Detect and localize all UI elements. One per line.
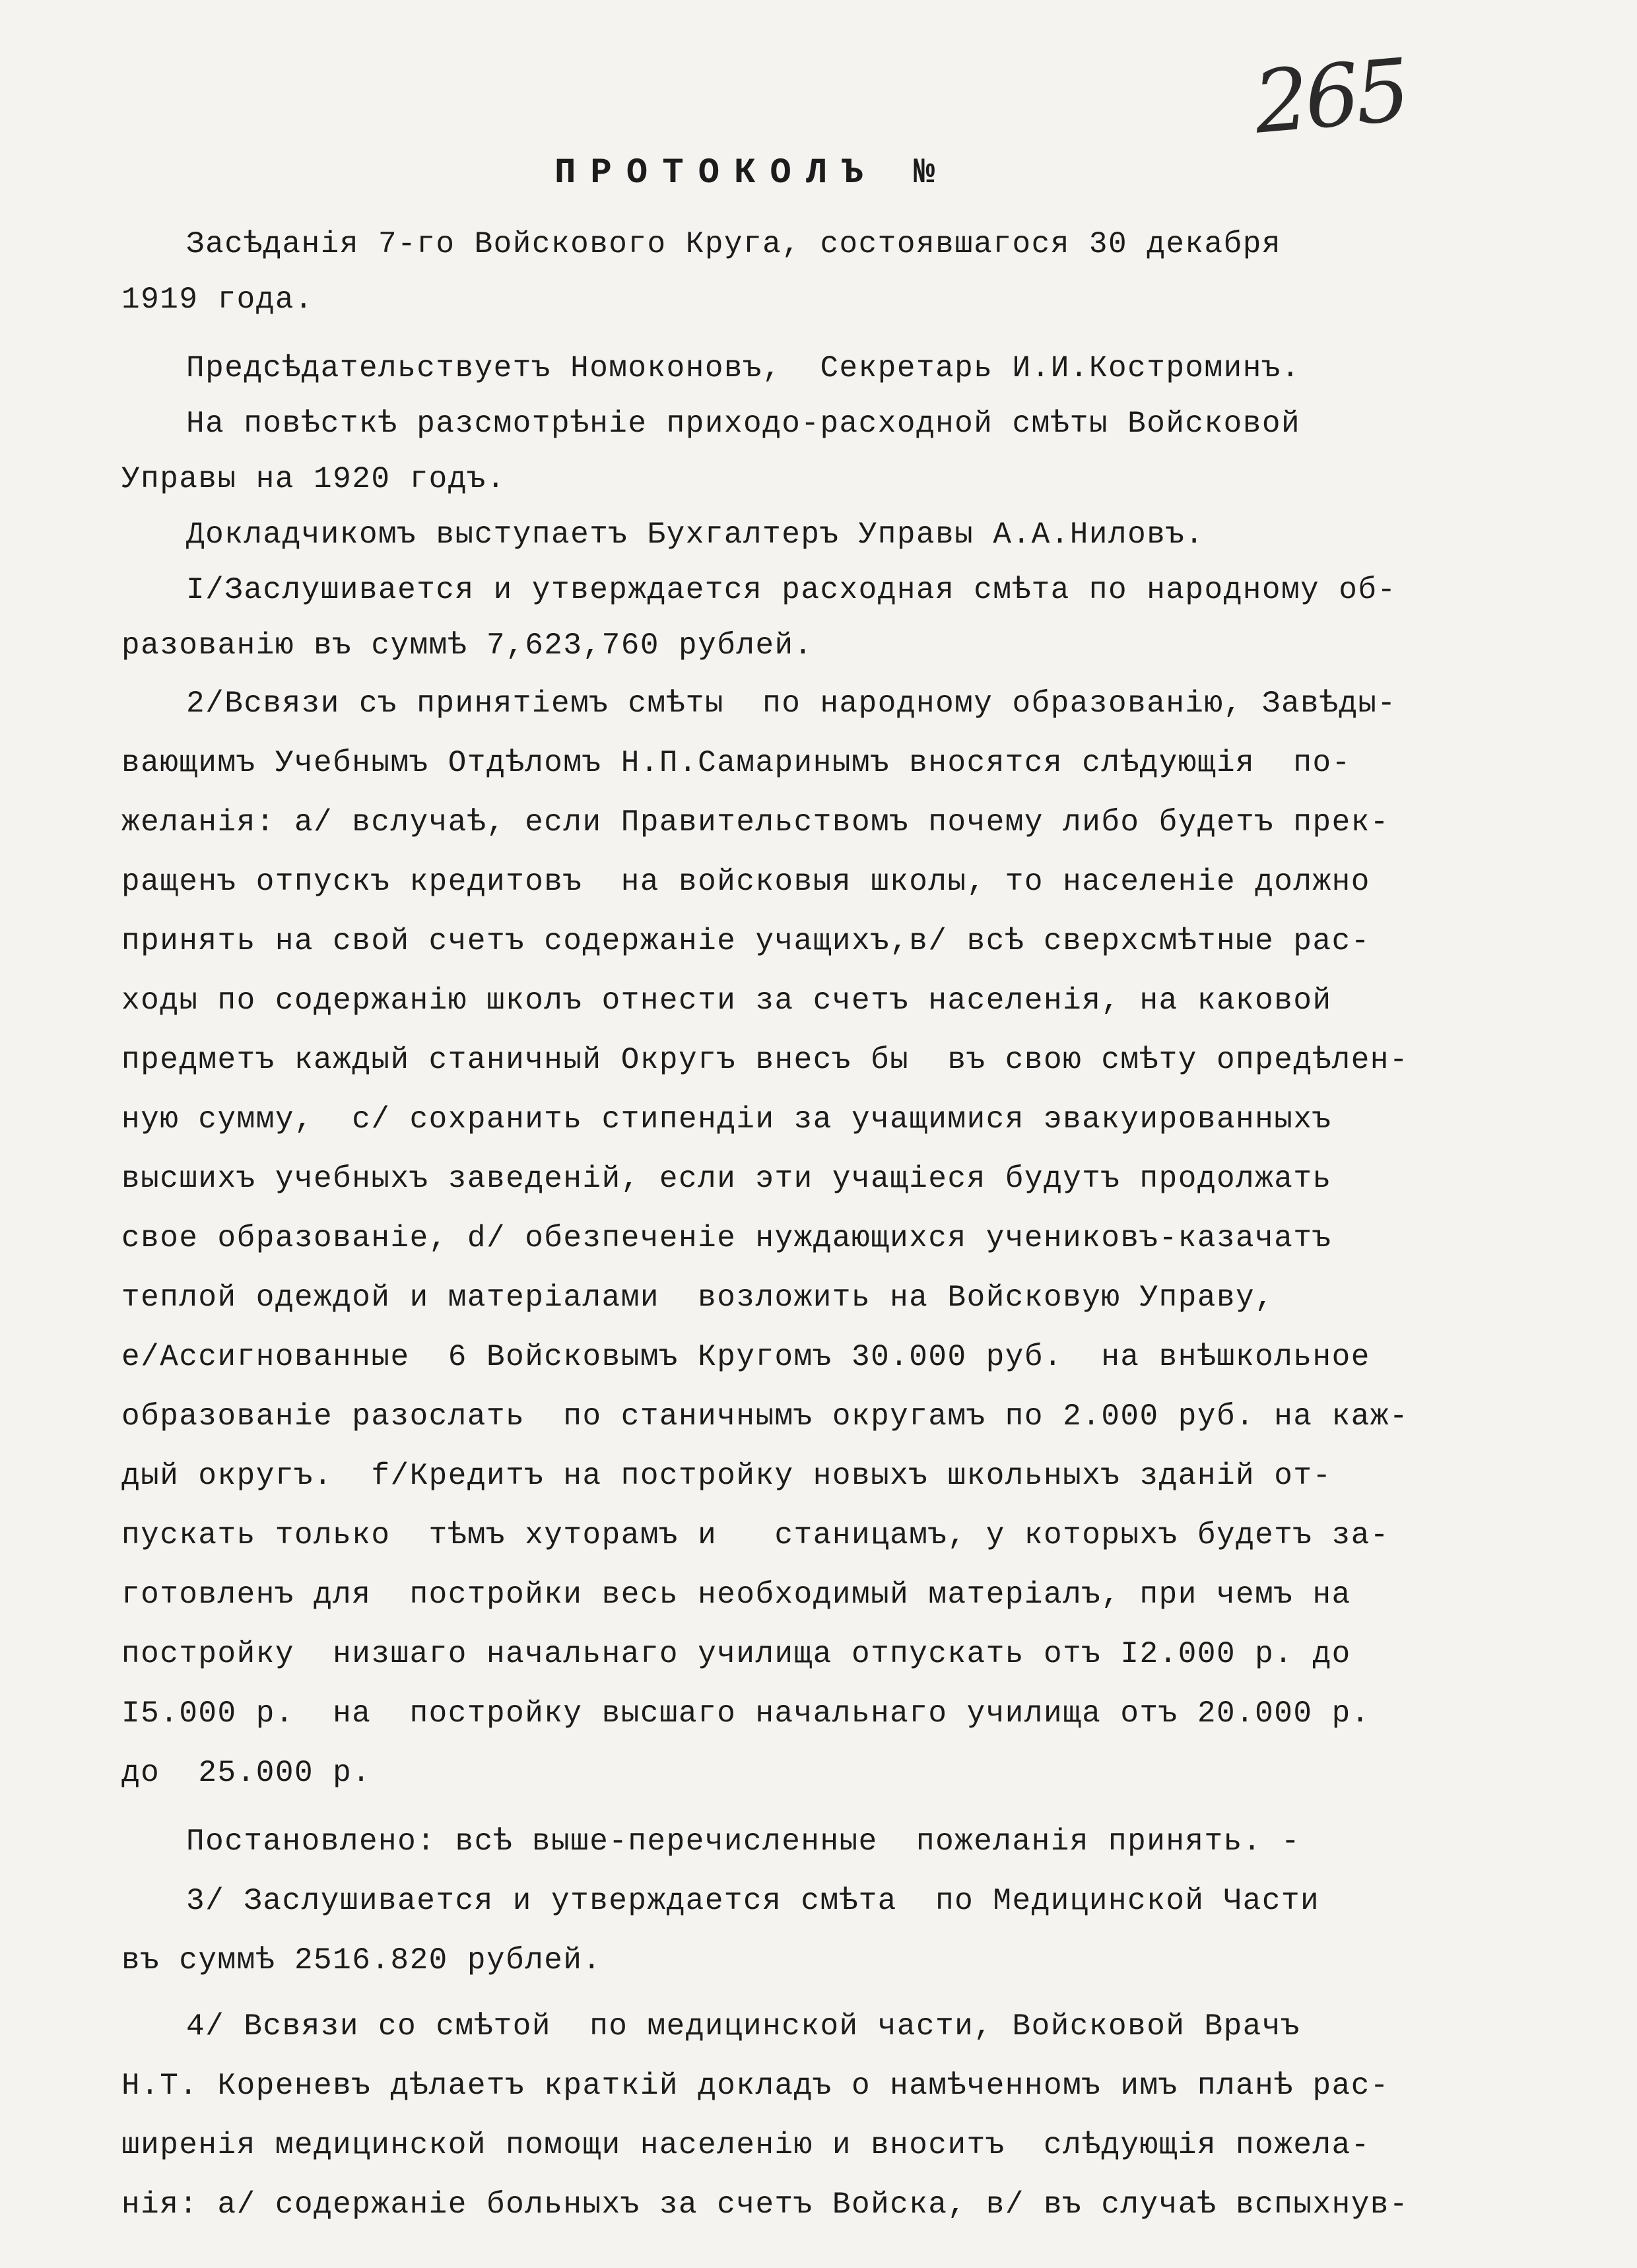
text-line: I5.000 р. на постройку высшаго начальнаго училища отъ 20.000 р. [121,1696,1370,1731]
text-line: На повѣсткѣ разсмотрѣніе приходо-расходной смѣты Войсковой [186,407,1301,441]
handwritten-page-number: 265 [1250,40,1411,153]
text-line: 1919 года. [121,283,314,317]
text-line: 3/ Заслушивается и утверждается смѣта по Медицинской Части [186,1884,1320,1918]
text-line: Засѣданія 7-го Войскового Круга, состоявшагося 30 декабря [186,227,1281,261]
text-line: свое образованіе, d/ обезпеченіе нуждающихся учениковъ-казачатъ [121,1221,1332,1255]
text-line: Постановлено: всѣ выше-перечисленные пожеланія принять. - [186,1824,1301,1859]
text-line: I/Заслушивается и утверждается расходная смѣта по народному об- [186,573,1397,607]
text-line: 2/Всвязи съ принятіемъ смѣты по народному образованію, Завѣды- [186,686,1397,721]
text-line: высшихъ учебныхъ заведеній, если эти учащіеся будутъ продолжать [121,1162,1332,1196]
text-line: Предсѣдательствуетъ Номоконовъ, Секретарь И.И.Костроминъ. [186,351,1301,385]
text-line: образованіе разослать по станичнымъ округамъ по 2.000 руб. на каж- [121,1399,1409,1434]
text-line: Н.Т. Кореневъ дѣлаетъ краткій докладъ о намѣченномъ имъ планѣ рас- [121,2069,1389,2103]
text-line: ную сумму, с/ сохранить стипендіи за учащимися эвакуированныхъ [121,1102,1332,1137]
text-line: ширенія медицинской помощи населенію и вноситъ слѣдующія пожела- [121,2128,1370,2162]
text-line: Докладчикомъ выступаетъ Бухгалтеръ Управы А.А.Ниловъ. [186,517,1205,552]
text-line: Управы на 1920 годъ. [121,462,506,496]
text-line: 4/ Всвязи со смѣтой по медицинской части, Войсковой Врачъ [186,2009,1301,2044]
text-line: дый округъ. f/Кредитъ на постройку новыхъ школьныхъ зданій от- [121,1459,1332,1493]
text-line: ходы по содержанію школъ отнести за счетъ населенія, на каковой [121,984,1332,1018]
text-line: постройку низшаго начальнаго училища отпускать отъ I2.000 р. до [121,1637,1351,1671]
text-line: вающимъ Учебнымъ Отдѣломъ Н.П.Самаринымъ вносятся слѣдующія по- [121,746,1351,780]
text-line: до 25.000 р. [121,1756,372,1790]
text-line: е/Ассигнованные 6 Войсковымъ Кругомъ 30.000 руб. на внѣшкольное [121,1340,1370,1374]
text-line: предметъ каждый станичный Округъ внесъ бы въ свою смѣту опредѣлен- [121,1043,1409,1077]
text-line: въ суммѣ 2516.820 рублей. [121,1943,602,1978]
text-line: принять на свой счетъ содержаніе учащихъ,в/ всѣ сверхсмѣтные рас- [121,924,1370,958]
text-line: нія: а/ содержаніе больныхъ за счетъ Войска, в/ въ случаѣ вспыхнув- [121,2187,1409,2222]
text-line: желанія: а/ вслучаѣ, если Правительствомъ почему либо будетъ прек- [121,805,1389,840]
text-line: готовленъ для постройки весь необходимый матеріалъ, при чемъ на [121,1578,1351,1612]
text-line: разованію въ суммѣ 7,623,760 рублей. [121,628,813,663]
text-line: ращенъ отпускъ кредитовъ на войсковыя школы, то населеніе должно [121,865,1370,899]
text-line: пускать только тѣмъ хуторамъ и станицамъ, у которыхъ будетъ за- [121,1518,1389,1552]
document-title: ПРОТОКОЛЪ № [554,153,950,193]
text-line: теплой одеждой и матеріалами возложить на Войсковую Управу, [121,1281,1275,1315]
